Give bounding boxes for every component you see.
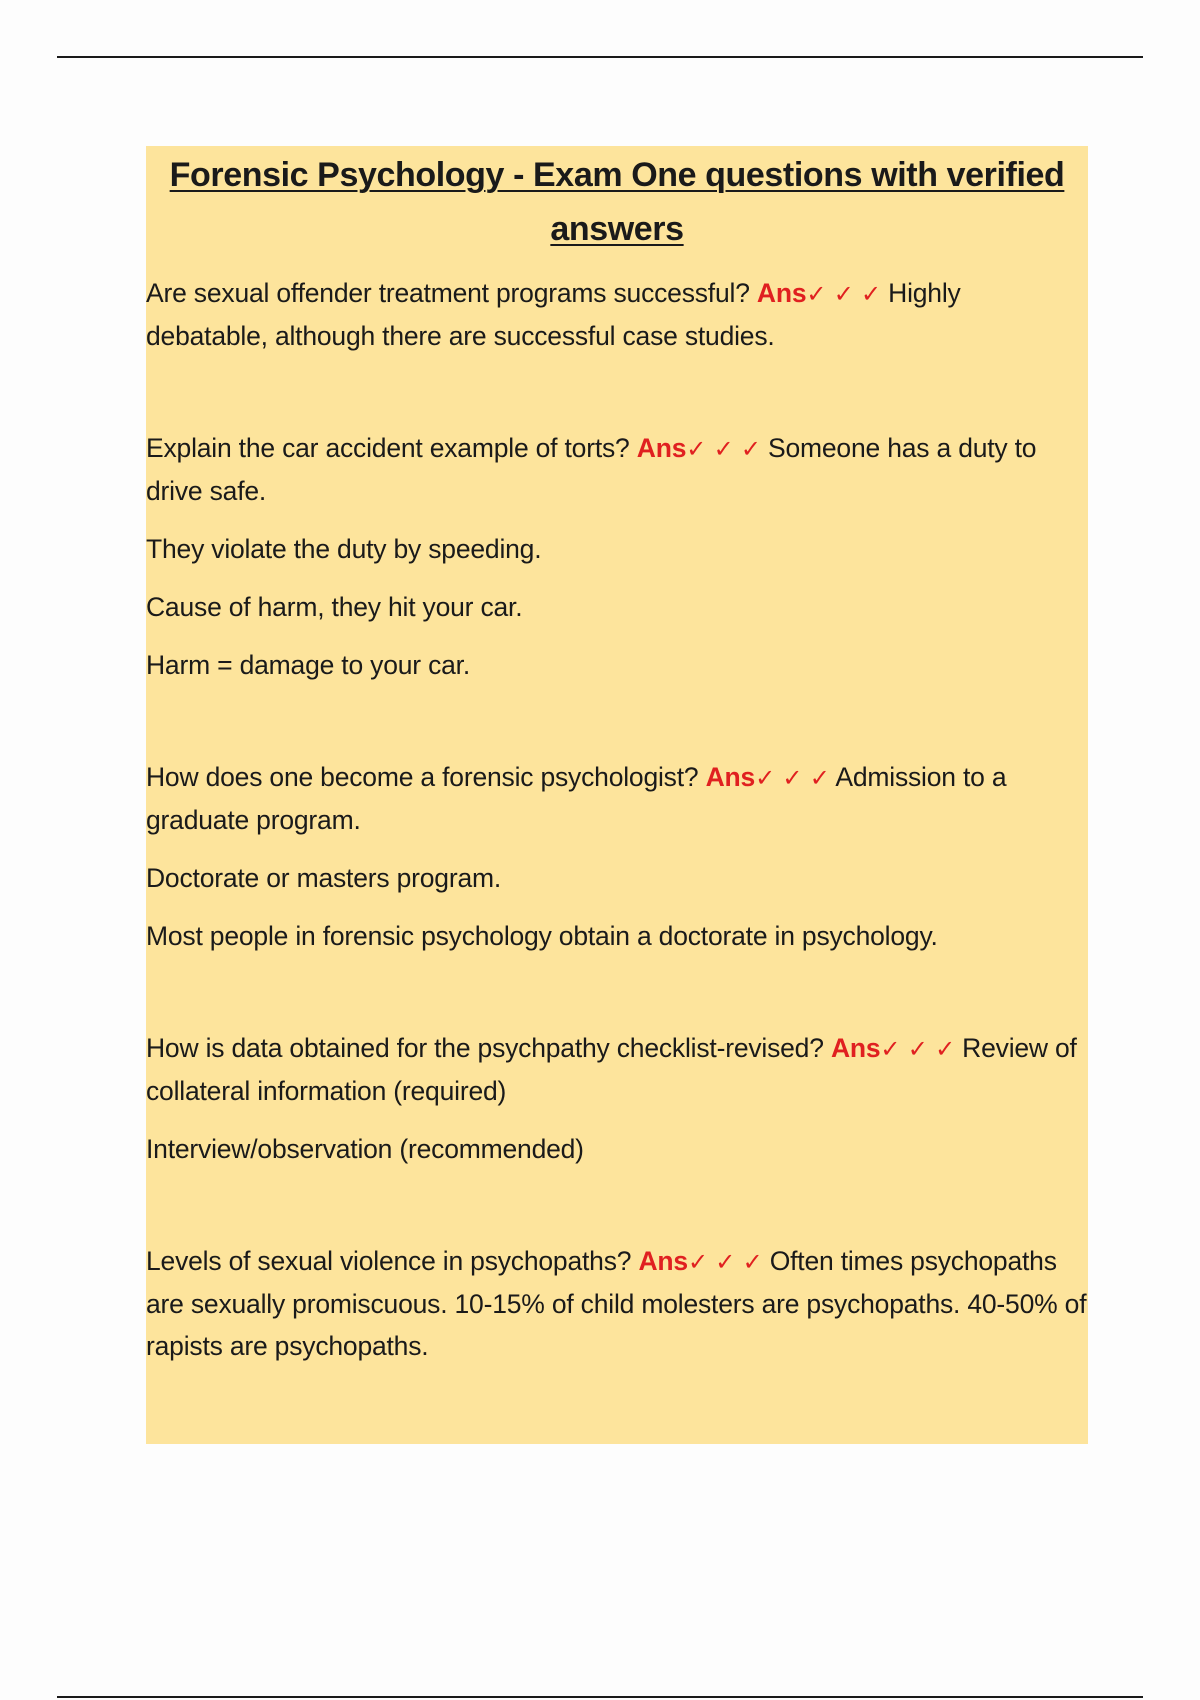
top-rule — [57, 56, 1143, 58]
qa-question-line — [146, 1027, 1088, 1112]
qa-question-line — [146, 272, 1088, 357]
answer-detail-line: They violate the duty by speeding. — [146, 534, 542, 564]
question-text: How does one become a forensic psychologist? — [146, 762, 699, 792]
check-marks-icon: ✓ ✓ ✓ — [686, 435, 761, 463]
answer-marker: Ans — [705, 762, 756, 792]
qa-question-line — [146, 427, 1088, 512]
qa-item — [146, 427, 1088, 686]
qa-list — [146, 272, 1088, 1367]
answer-text: Admission to a graduate program. — [146, 762, 1007, 835]
answer-marker: Ans — [636, 433, 687, 463]
answer-marker: Ans — [756, 278, 807, 308]
answer-marker: Ans — [830, 1033, 881, 1063]
bottom-rule — [57, 1696, 1143, 1698]
question-text: Are sexual offender treatment programs successful? — [146, 278, 750, 308]
question-text: Levels of sexual violence in psychopaths? — [146, 1246, 632, 1276]
answer-text: Review of collateral information (required) — [146, 1033, 1077, 1106]
answer-detail-line: Interview/observation (recommended) — [146, 1134, 584, 1164]
qa-question-line — [146, 1240, 1088, 1367]
answer-detail-line: Harm = damage to your car. — [146, 650, 470, 680]
answer-detail-line: Doctorate or masters program. — [146, 863, 502, 893]
document-title: Forensic Psychology - Exam One questions with verified answers — [169, 156, 1065, 248]
check-marks-icon: ✓ ✓ ✓ — [806, 280, 881, 308]
qa-item — [146, 1240, 1088, 1367]
check-marks-icon: ✓ ✓ ✓ — [687, 1248, 763, 1276]
question-text: Explain the car accident example of torts? — [146, 433, 630, 463]
check-marks-icon: ✓ ✓ ✓ — [880, 1035, 955, 1063]
answer-detail-line: Cause of harm, they hit your car. — [146, 592, 523, 622]
qa-item — [146, 1027, 1088, 1170]
answer-text: Someone has a duty to drive safe. — [146, 433, 1037, 506]
highlighted-content — [146, 146, 1088, 1444]
check-marks-icon: ✓ ✓ ✓ — [755, 764, 830, 792]
answer-text: Highly debatable, although there are successful case studies. — [146, 278, 961, 351]
answer-detail-line: Most people in forensic psychology obtain a doctorate in psychology. — [146, 921, 938, 951]
qa-question-line — [146, 756, 1088, 841]
qa-item — [146, 272, 1088, 357]
qa-item — [146, 756, 1088, 957]
question-text: How is data obtained for the psychpathy checklist-revised? — [146, 1033, 824, 1063]
answer-text: Often times psychopaths are sexually promiscuous. 10-15% of child molesters are psychopaths. 40-50% of rapists are psychopaths. — [146, 1246, 1087, 1361]
answer-marker: Ans — [638, 1246, 688, 1276]
